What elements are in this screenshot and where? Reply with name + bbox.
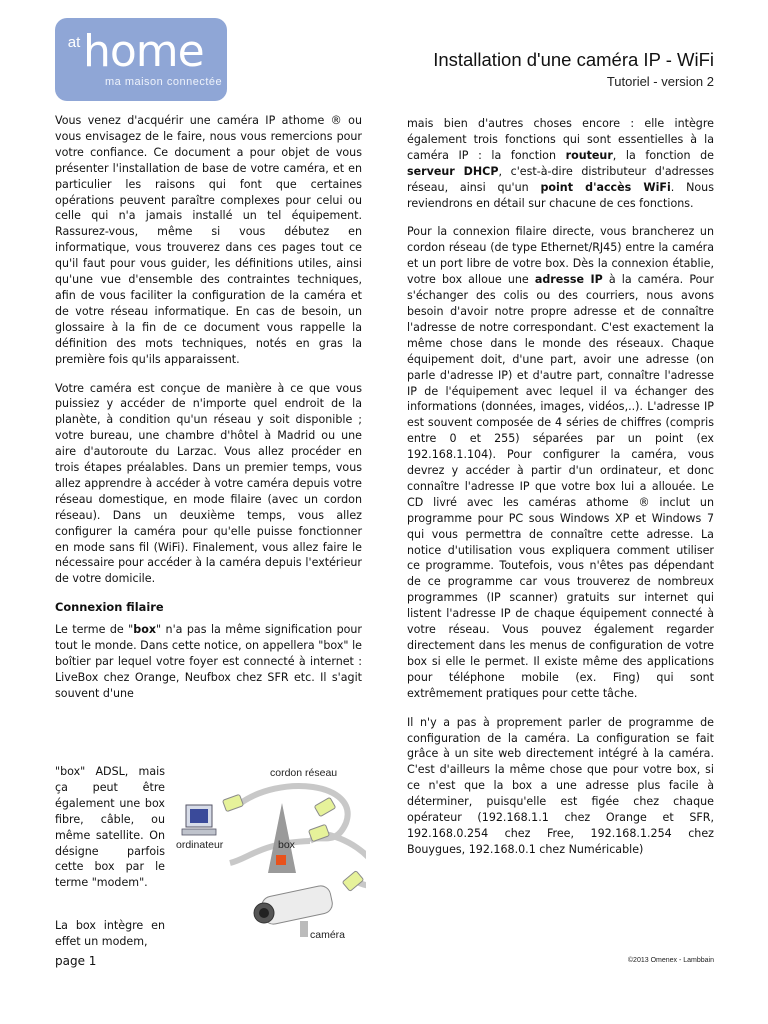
bold-term-box: box <box>133 623 157 637</box>
page-number: page 1 <box>55 954 97 968</box>
logo-home: home <box>83 26 204 77</box>
box-led <box>276 855 286 865</box>
computer-icon <box>182 805 216 835</box>
page-title: Installation d'une caméra IP - WiFi <box>433 49 714 70</box>
copyright: ©2013 Omenex - Lambbain <box>627 957 714 964</box>
connection-diagram <box>170 763 366 943</box>
camera-label: caméra <box>310 929 346 941</box>
bold-term-routeur: routeur <box>565 148 613 162</box>
overview-paragraph: Votre caméra est conçue de manière à ce que vous puissiez y accéder de n'importe quel endroit de la planète, à condition qu'un réseau y soit disponible ; votre bureau, une chambre d'hôtel à Madrid ou une aire d'autoroute du Larzac. Vous allez procéder en trois étapes préalables. Dans un premier temps, vous allez apprendre à accéder à votre caméra depuis votre réseau domestique, en mode filaire (avec un cordon réseau). Dans un deuxième temps, vous allez configurer la caméra pour qu'elle puisse fonctionner en mode sans fil (WiFi). Finalement, vous allez faire le nécessaire pour accéder à la caméra depuis l'extérieur de votre domicile. <box>55 381 362 586</box>
cable-label: cordon réseau <box>270 767 338 779</box>
left-column <box>55 113 362 702</box>
connection-diagram-svg <box>170 763 366 943</box>
ip-address-paragraph: Pour la connexion filaire directe, vous brancherez un cordon réseau (de type Ethernet/RJ45) entre la caméra et un port libre de votre box. Dès la connexion établie, votre box alloue une adresse IP à la caméra. Pour s'échanger des colis ou des courriers, nous avons besoin d'avoir notre propre adresse et de connaître l'adresse de notre correspondant. C'est exactement la même chose dans le monde des réseaux. Chaque équipement doit, d'une part, avoir une adresse (on parle d'adresse IP) et d'autre part, connaître l'adresse IP de l'équipement avec lequel il va échanger des informations (données, images, vidéos,..). L'adresse IP est souvent composée de 4 séries de chiffres (compris entre 0 et 255) séparées par un point (ex 192.168.1.104). Pour configurer la caméra, vous devrez y accéder à partir d'un ordinateur, et donc connaître l'adresse IP que votre box lui a allouée. Le CD livré avec les caméras athome ® inclut un programme pour PC sous Windows XP et Windows 7 qui vous permettra de connaître cette adresse. La notice d'utilisation vous expliquera comment utiliser ce programme. Toutefois, vous n'êtes pas dépendant de ce programme car vous trouverez de nombreux programmes (IP scanner) gratuits sur internet qui listent l'adresse IP de chaque équipement connecté à votre réseau. Vous pouvez également regarder directement dans les menus de configuration de votre box si elle le permet. Il existe même des applications pour téléphone mobile (ex. Fing) qui sont extrêmement pratiques pour cette tâche. <box>407 225 714 700</box>
box-functions-paragraph: mais bien d'autres choses encore : elle intègre également trois fonctions qui sont essentielles à la caméra IP : la fonction routeur, la fonction de serveur DHCP, c'est-à-dire distributeur d'adresses réseau, ainsi qu'un point d'accès WiFi. Nous reviendrons en détail sur chacune de ces fonctions. <box>407 117 714 210</box>
page-subtitle: Tutoriel - version 2 <box>606 74 714 89</box>
bold-term-adresse-ip: adresse IP <box>534 273 603 287</box>
bold-term-point-acces: point d'accès WiFi <box>540 180 671 194</box>
logo <box>55 18 227 101</box>
rj45-connector-2 <box>314 797 336 816</box>
box-definition-paragraph: Le terme de "box" n'a pas la même signification pour tout le monde. Dans cette notice, on appellera "box" le boîtier par lequel votre foyer est connecté à internet : LiveBox chez Orange, Neufbox chez SFR etc. Il s'agit souvent d'une <box>55 623 362 700</box>
rj45-connector-4 <box>342 871 364 892</box>
rj45-connector-1 <box>222 794 243 811</box>
bold-term-serveur-dhcp: serveur DHCP <box>407 164 499 178</box>
logo-at: at <box>67 34 81 51</box>
computer-label: ordinateur <box>176 839 224 851</box>
intro-paragraph: Vous venez d'acquérir une caméra IP athome ® ou vous envisagez de le faire, nous vous remercions pour votre confiance. Ce document a pour objet de vous présenter l'installation de base de votre caméra, et en particulier les raisons qui font que certaines opérations peuvent paraître complexes pour celui ou celle qui n'a jamais installé un tel équipement. Rassurez-vous, même si vous débutez en informatique, vous trouverez dans ces pages tout ce qu'il faut pour vous guider, les définitions utiles, ainsi qu'une vue d'ensemble des contraintes techniques, afin de vous faciliter la configuration de la caméra et de votre réseau informatique. En cas de besoin, un glossaire à la fin de ce document vous rappelle la définition des mots techniques, notés en gras la première fois qu'ils apparaissent. <box>55 114 362 366</box>
configuration-paragraph: Il n'y a pas à proprement parler de programme de configuration de la caméra. La configuration se fait grâce à un site web directement intégré à la caméra. C'est d'ailleurs la même chose que pour votre box, si ce n'est que la box a une adresse plus facile à déterminer, puisqu'elle est figée chez chaque opérateur (192.168.1.1 chez Orange et SFR, 192.168.0.254 chez Free, 192.168.1.254 chez Bouygues, 192.168.0.1 chez Numéricable) <box>407 715 714 856</box>
box-label: box <box>278 839 295 851</box>
modem-narrow-text: La box intègre en effet un modem, <box>55 919 165 948</box>
cable-to-box <box>230 841 310 863</box>
right-column <box>407 116 714 871</box>
box-narrow-text: "box" ADSL, mais ça peut être également une box fibre, câble, ou même satellite. On désigne parfois cette box par le terme "modem". <box>55 765 165 890</box>
section-heading-connexion-filaire: Connexion filaire <box>55 600 164 615</box>
logo-tagline: ma maison connectée <box>105 76 223 88</box>
